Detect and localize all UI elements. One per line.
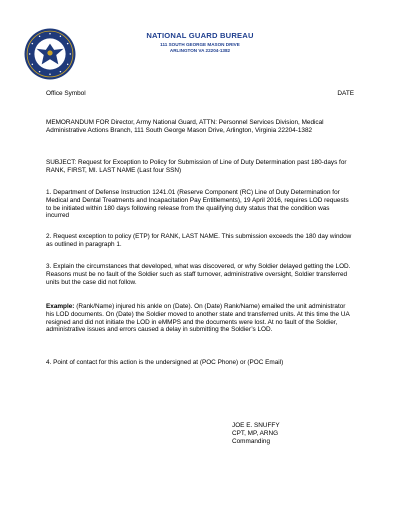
signature-block [232,422,280,445]
header-row [46,90,354,97]
letterhead [110,31,290,53]
example-text: (Rank/Name) injured his ankle on (Date). On (Date) Rank/Name) emailed the unit administrator his LOD documents. On (Date) the Soldier moved to another state and transferred units. At this time the UA resigned and did not initiate the LOD in eMMPS and the documents were lost. At no fault of the Soldier, administrative issues and errors caused a delay in submitting the Soldier’s LOD. [46,303,350,334]
office-symbol: Office Symbol [46,90,86,97]
memo-date: DATE [337,90,354,97]
signature-rank: CPT, MP, ARNG [232,429,279,437]
paragraph-4: 4. Point of contact for this action is the undersigned at (POC Phone) or (POC Email) [46,359,284,366]
letterhead-address-line-2: ARLINGTON VA 22204-1382 [169,48,231,53]
letterhead-org: NATIONAL GUARD BUREAU [146,31,254,40]
paragraph-1: 1. Department of Defense Instruction 1241.01 (Reserve Component (RC) Line of Duty Determination for Medical and Dental Treatments and Incapacitation Pay Entitlements), 19 April 2016, requires LOD requests to be initiated within 180 days following release from the qualifying duty status that the condition was incurred [46,189,349,220]
example-paragraph [46,303,352,334]
example-label: Example: [46,303,75,310]
memo-subject: SUBJECT: Request for Exception to Policy for Submission of Line of Duty Determination past 180-days for RANK, FIRST, MI. LAST NAME (Last four SSN) [46,159,347,174]
signature-name: JOE E. SNUFFY [232,422,280,429]
memorandum-for: MEMORANDUM FOR Director, Army National Guard, ATTN: Personnel Services Division, Medical Administrative Actions Branch, 111 South George Mason Drive, Arlington, Virginia 22204-1382 [46,119,324,134]
dod-seal-icon [24,28,76,80]
paragraph-3: 3. Explain the circumstances that developed, what was discovered, or why Soldier delayed getting the LOD. Reasons must be no fault of the Soldier such as staff turnover, administrative oversight, Soldier transferred units but the case did not follow. [46,263,351,286]
letterhead-address-line-1: 111 SOUTH GEORGE MASON DRIVE [160,41,240,47]
paragraph-2: 2. Request exception to policy (ETP) for RANK, LAST NAME. This submission exceeds the 180 day window as outlined in paragraph 1. [46,233,352,248]
signature-title: Commanding [232,437,271,445]
